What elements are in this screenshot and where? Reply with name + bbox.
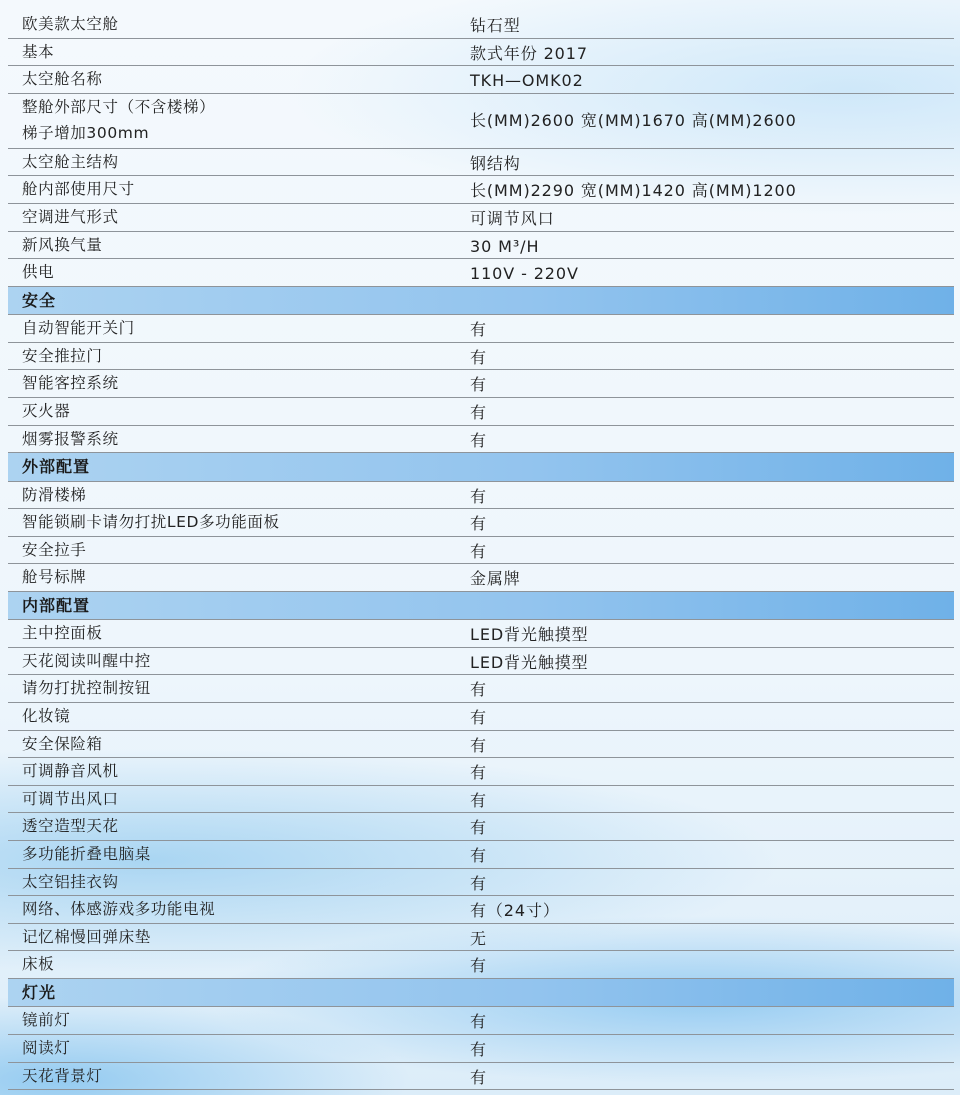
table-row bbox=[8, 731, 954, 759]
row-label: 智能锁刷卡请勿打扰LED多功能面板 bbox=[22, 513, 280, 532]
table-row bbox=[8, 841, 954, 869]
row-value: 有 bbox=[470, 320, 487, 340]
table-row bbox=[8, 398, 954, 426]
row-value: 有 bbox=[470, 1012, 487, 1032]
section-title: 内部配置 bbox=[22, 595, 91, 615]
row-label: 防滑楼梯 bbox=[22, 485, 87, 504]
row-value: 有 bbox=[470, 956, 487, 976]
row-value: 30 M³/H bbox=[470, 236, 540, 256]
row-label: 太空舱主结构 bbox=[22, 152, 119, 171]
table-row bbox=[8, 259, 954, 287]
table-row bbox=[8, 620, 954, 648]
table-header-row bbox=[8, 11, 954, 39]
table-row bbox=[8, 426, 954, 454]
table-row bbox=[8, 509, 954, 537]
row-value: LED背光触摸型 bbox=[470, 625, 589, 645]
spec-table bbox=[8, 11, 954, 1090]
row-label: 供电 bbox=[22, 263, 55, 282]
section-title: 灯光 bbox=[22, 982, 57, 1002]
row-label-line: 整舱外部尺寸（不含楼梯） bbox=[22, 97, 216, 116]
row-label: 太空舱名称 bbox=[22, 70, 103, 89]
row-value: 金属牌 bbox=[470, 569, 521, 589]
section-header bbox=[8, 979, 954, 1007]
section-title: 外部配置 bbox=[22, 457, 91, 477]
row-value: 有 bbox=[470, 541, 487, 561]
row-value: 有 bbox=[470, 1067, 487, 1087]
row-value: 有 bbox=[470, 430, 487, 450]
row-value: 长(MM)2600 宽(MM)1670 高(MM)2600 bbox=[470, 110, 797, 130]
row-value: 有 bbox=[470, 873, 487, 893]
table-row bbox=[8, 896, 954, 924]
table-row bbox=[8, 204, 954, 232]
row-value: 有 bbox=[470, 735, 487, 755]
structure-rows bbox=[8, 149, 954, 287]
row-label: 记忆棉慢回弹床垫 bbox=[22, 927, 151, 946]
row-value: TKH—OMK02 bbox=[470, 71, 584, 91]
table-row bbox=[8, 343, 954, 371]
row-label: 透空造型天花 bbox=[22, 817, 119, 836]
row-value: 有 bbox=[470, 514, 487, 534]
row-label: 烟雾报警系统 bbox=[22, 429, 119, 448]
table-row bbox=[8, 370, 954, 398]
row-label: 新风换气量 bbox=[22, 235, 103, 254]
row-label: 天花阅读叫醒中控 bbox=[22, 651, 151, 670]
row-value: 有 bbox=[470, 790, 487, 810]
row-label: 灭火器 bbox=[22, 401, 71, 420]
section-title: 安全 bbox=[22, 290, 57, 310]
table-row bbox=[8, 786, 954, 814]
table-row bbox=[8, 758, 954, 786]
row-value: 有 bbox=[470, 375, 487, 395]
row-label: 主中控面板 bbox=[22, 624, 103, 643]
table-row bbox=[8, 537, 954, 565]
row-value: 有 bbox=[470, 680, 487, 700]
config-sections bbox=[8, 287, 954, 1090]
section-header bbox=[8, 453, 954, 481]
row-value: 110V - 220V bbox=[470, 264, 579, 284]
row-value: 款式年份 2017 bbox=[470, 43, 588, 63]
row-value: LED背光触摸型 bbox=[470, 652, 589, 672]
table-row bbox=[8, 869, 954, 897]
row-label: 自动智能开关门 bbox=[22, 319, 135, 338]
row-label: 天花背景灯 bbox=[22, 1066, 103, 1085]
row-value: 有 bbox=[470, 818, 487, 838]
table-row bbox=[8, 315, 954, 343]
table-row bbox=[8, 1007, 954, 1035]
row-label: 可调静音风机 bbox=[22, 762, 119, 781]
row-value: 有（24寸） bbox=[470, 901, 560, 921]
model-type: 钻石型 bbox=[470, 16, 521, 35]
section-header bbox=[8, 287, 954, 315]
row-label: 安全拉手 bbox=[22, 540, 87, 559]
row-label bbox=[8, 94, 470, 148]
row-label: 舱内部使用尺寸 bbox=[22, 180, 135, 199]
table-row bbox=[8, 482, 954, 510]
row-label: 请勿打扰控制按钮 bbox=[22, 679, 151, 698]
row-label: 舱号标牌 bbox=[22, 568, 87, 587]
model-label: 欧美款太空舱 bbox=[22, 15, 119, 33]
row-value: 有 bbox=[470, 402, 487, 422]
table-row bbox=[8, 951, 954, 979]
row-label: 网络、体感游戏多功能电视 bbox=[22, 900, 216, 919]
table-row bbox=[8, 924, 954, 952]
table-row bbox=[8, 648, 954, 676]
table-row bbox=[8, 39, 954, 67]
row-label: 基本 bbox=[22, 42, 55, 61]
row-label: 安全保险箱 bbox=[22, 734, 103, 753]
row-label-line: 梯子增加300mm bbox=[22, 123, 150, 142]
table-row-exterior-size bbox=[8, 94, 954, 149]
table-row bbox=[8, 149, 954, 177]
row-value: 有 bbox=[470, 1039, 487, 1059]
row-value: 无 bbox=[470, 928, 487, 948]
section-header bbox=[8, 592, 954, 620]
row-label: 床板 bbox=[22, 955, 55, 974]
row-value: 可调节风口 bbox=[470, 208, 555, 228]
row-label: 智能客控系统 bbox=[22, 374, 119, 393]
row-label: 镜前灯 bbox=[22, 1011, 71, 1030]
row-value: 有 bbox=[470, 347, 487, 367]
table-row bbox=[8, 564, 954, 592]
table-row bbox=[8, 703, 954, 731]
row-label: 太空铝挂衣钩 bbox=[22, 872, 119, 891]
row-label: 阅读灯 bbox=[22, 1038, 71, 1057]
row-value: 有 bbox=[470, 486, 487, 506]
row-label: 安全推拉门 bbox=[22, 346, 103, 365]
row-label: 化妆镜 bbox=[22, 707, 71, 726]
row-value: 有 bbox=[470, 846, 487, 866]
table-row bbox=[8, 66, 954, 94]
row-value: 有 bbox=[470, 708, 487, 728]
table-row bbox=[8, 1035, 954, 1063]
table-row bbox=[8, 232, 954, 260]
row-value: 钢结构 bbox=[470, 153, 521, 173]
row-label: 多功能折叠电脑桌 bbox=[22, 845, 151, 864]
row-label: 可调节出风口 bbox=[22, 789, 119, 808]
table-row bbox=[8, 1063, 954, 1091]
table-row bbox=[8, 176, 954, 204]
table-row bbox=[8, 675, 954, 703]
row-value: 长(MM)2290 宽(MM)1420 高(MM)1200 bbox=[470, 181, 797, 201]
row-value: 有 bbox=[470, 763, 487, 783]
table-row bbox=[8, 813, 954, 841]
row-label: 空调进气形式 bbox=[22, 207, 119, 226]
